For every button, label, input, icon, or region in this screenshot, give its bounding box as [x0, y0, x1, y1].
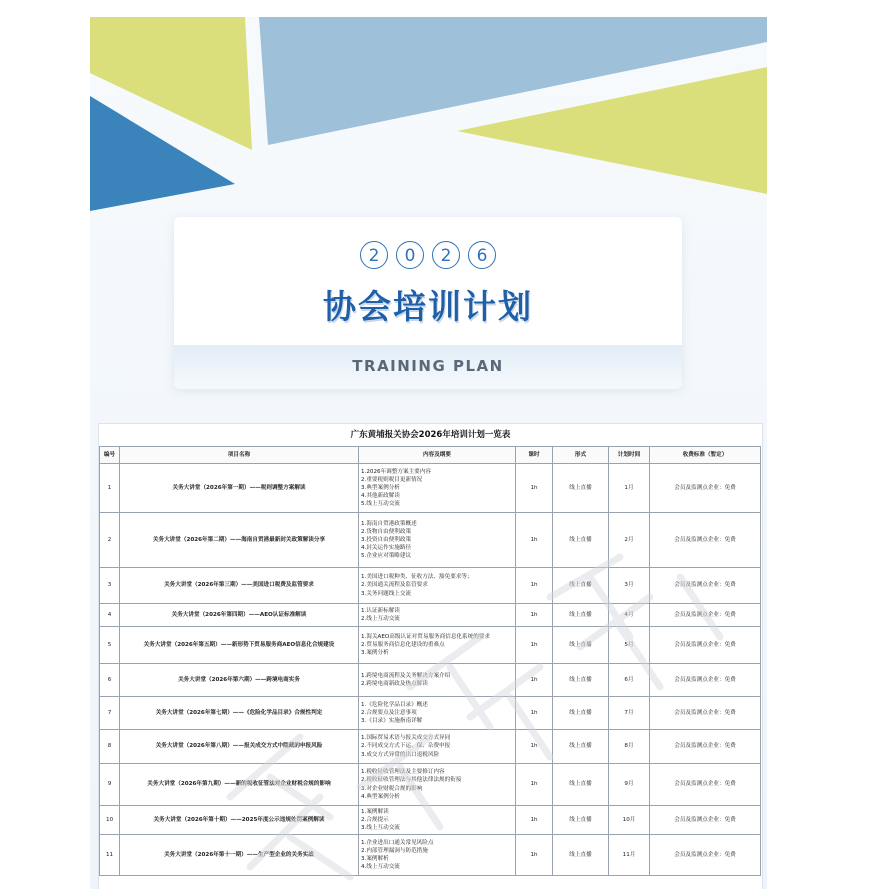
cell-hours: 1h [516, 513, 553, 568]
cell-name: 关务大讲堂（2026年第八期）——报关成交方式中隐藏的申报风险 [120, 730, 359, 764]
table-row [100, 697, 761, 730]
cell-no: 10 [100, 806, 120, 835]
subtitle-band [174, 345, 682, 389]
column-header: 编号 [100, 447, 120, 464]
topic-line: 2.美国通关流程及监管要求 [361, 582, 428, 589]
table-row [100, 627, 761, 664]
training-table [99, 446, 761, 876]
column-header: 计划时间 [609, 447, 650, 464]
topic-line: 1.海南自贸港政策概述 [361, 520, 417, 527]
cell-format: 线上直播 [553, 835, 609, 876]
cell-format: 线上直播 [553, 604, 609, 627]
cell-topics [359, 627, 516, 664]
cell-hours: 1h [516, 604, 553, 627]
topic-line: 3.案例解析 [361, 856, 389, 862]
cell-no: 6 [100, 664, 120, 697]
cell-format: 线上直播 [553, 697, 609, 730]
cell-hours: 1h [516, 697, 553, 730]
year-digits [174, 241, 682, 269]
cell-name: 关务大讲堂（2026年第六期）——跨境电商实务 [120, 664, 359, 697]
year-digit: 2 [432, 241, 460, 269]
table-row [100, 806, 761, 835]
cell-name: 关务大讲堂（2026年第四期）——AEO认证标准解读 [120, 604, 359, 627]
cell-no: 8 [100, 730, 120, 764]
cell-fee: 会员及监测点企业：免费 [650, 664, 761, 697]
topic-line: 1.《危险化学品目录》概述 [361, 701, 428, 708]
cell-month: 5月 [609, 627, 650, 664]
cell-month: 3月 [609, 568, 650, 604]
cell-name: 关务大讲堂（2026年第三期）——美国进口税费及监管要求 [120, 568, 359, 604]
year-digit: 6 [468, 241, 496, 269]
cell-no: 5 [100, 627, 120, 664]
topic-line: 5.线上互动交流 [361, 501, 400, 508]
cell-fee: 会员及监测点企业：免费 [650, 627, 761, 664]
cell-hours: 1h [516, 568, 553, 604]
topic-line: 4.线上互动交流 [361, 864, 400, 871]
cell-hours: 1h [516, 664, 553, 697]
cell-month: 10月 [609, 806, 650, 835]
cell-no: 3 [100, 568, 120, 604]
subtitle: TRAINING PLAN [352, 357, 504, 375]
cell-fee: 会员及监测点企业：免费 [650, 513, 761, 568]
topic-line: 1.美国进口税种类、征收方法、豁免要求等； [361, 574, 473, 581]
table-row [100, 664, 761, 697]
cell-format: 线上直播 [553, 764, 609, 806]
topic-line: 2.线上互动交流 [361, 616, 400, 622]
cell-month: 6月 [609, 664, 650, 697]
topic-line: 1.跨境电商流程及关务解决方案介绍 [361, 672, 451, 679]
cell-format: 线上直播 [553, 513, 609, 568]
cell-topics [359, 464, 516, 513]
topic-line: 2.合规提示 [361, 816, 389, 823]
topic-line: 3.《目录》实施指南详解 [361, 718, 423, 725]
topic-line: 2.合规要点及注意事项 [361, 709, 417, 716]
table-row [100, 764, 761, 806]
cell-hours: 1h [516, 806, 553, 835]
table-header-row [100, 447, 761, 464]
year-digit: 2 [360, 241, 388, 269]
topic-line: 3.投资自由便利政策 [361, 536, 412, 543]
topic-line: 3.成交方式异常的出口退税风险 [361, 751, 440, 758]
cell-fee: 会员及监测点企业：免费 [650, 604, 761, 627]
column-header: 项目名称 [120, 447, 359, 464]
topic-line: 4.典型案例分析 [361, 793, 400, 800]
table-row [100, 730, 761, 764]
cell-hours: 1h [516, 627, 553, 664]
poster [90, 17, 767, 889]
topic-line: 1.海关AEO高级认证对贸易服务商信息化系统的要求 [361, 633, 490, 640]
cell-hours: 1h [516, 835, 553, 876]
cell-topics [359, 604, 516, 627]
cell-fee: 会员及监测点企业：免费 [650, 464, 761, 513]
cell-format: 线上直播 [553, 627, 609, 664]
topic-line: 1.国际贸易术语与报关成交方式异同 [361, 735, 451, 742]
year-digit: 0 [396, 241, 424, 269]
topic-line: 3.对企业财税合规的影响 [361, 785, 423, 792]
cell-format: 线上直播 [553, 568, 609, 604]
cell-hours: 1h [516, 764, 553, 806]
cell-name: 关务大讲堂（2026年第一期）——税则调整方案解读 [120, 464, 359, 513]
topic-line: 4.其他新政解读 [361, 493, 400, 500]
topic-line: 3.线上互动交流 [361, 825, 400, 832]
table-row [100, 464, 761, 513]
topic-line: 2.跨境电商新政及热点解读 [361, 681, 428, 687]
cell-no: 1 [100, 464, 120, 513]
cell-name: 关务大讲堂（2026年第五期）——新形势下贸易服务商AEO信息化合规建设 [120, 627, 359, 664]
topic-line: 2.重要税则税目更新情况 [361, 476, 423, 483]
cell-name: 关务大讲堂（2026年第十期）——2025年度公示违规处罚案例解读 [120, 806, 359, 835]
column-header: 收费标准（暂定） [650, 447, 761, 464]
cell-fee: 会员及监测点企业：免费 [650, 835, 761, 876]
table-row [100, 604, 761, 627]
cell-topics [359, 568, 516, 604]
cell-no: 9 [100, 764, 120, 806]
cell-name: 关务大讲堂（2026年第二期）——海南自贸港最新封关政策解读分享 [120, 513, 359, 568]
cell-hours: 1h [516, 464, 553, 513]
cell-month: 9月 [609, 764, 650, 806]
cell-topics [359, 806, 516, 835]
topic-line: 3.典型案例分析 [361, 484, 400, 491]
cell-name: 关务大讲堂（2026年第七期）——《危险化学品目录》合规性判定 [120, 697, 359, 730]
topic-line: 3.案例分析 [361, 650, 389, 657]
topic-line: 3.关务问题线上交流 [361, 590, 412, 597]
table-row [100, 568, 761, 604]
cell-no: 11 [100, 835, 120, 876]
page-title: 协会培训计划 [323, 287, 533, 326]
cell-month: 11月 [609, 835, 650, 876]
topic-line: 2.不同成交方式下运、保、杂费申报 [361, 743, 451, 750]
cell-topics [359, 730, 516, 764]
cell-fee: 会员及监测点企业：免费 [650, 806, 761, 835]
cell-fee: 会员及监测点企业：免费 [650, 697, 761, 730]
cell-month: 8月 [609, 730, 650, 764]
topic-line: 1.认证新标解读 [361, 607, 400, 614]
training-table-sheet [98, 423, 763, 889]
topic-line: 1.企业进出口通关常见风险点 [361, 839, 434, 846]
cell-topics [359, 513, 516, 568]
table-title: 广东黄埔报关协会2026年培训计划一览表 [350, 430, 511, 440]
cell-month: 4月 [609, 604, 650, 627]
table-row [100, 513, 761, 568]
topic-line: 1.案例解读 [361, 808, 389, 815]
cell-fee: 会员及监测点企业：免费 [650, 730, 761, 764]
cell-fee: 会员及监测点企业：免费 [650, 568, 761, 604]
cell-month: 2月 [609, 513, 650, 568]
cell-fee: 会员及监测点企业：免费 [650, 764, 761, 806]
topic-line: 2.内部管理漏洞与防范措施 [361, 847, 428, 854]
cell-topics [359, 697, 516, 730]
topic-line: 2.货物自由便利政策 [361, 528, 412, 535]
cell-no: 4 [100, 604, 120, 627]
topic-line: 1.税收征收管理法及主要修订内容 [361, 769, 445, 776]
cell-no: 2 [100, 513, 120, 568]
topic-line: 4.封关运作实施路径 [361, 545, 412, 552]
column-header: 形式 [553, 447, 609, 464]
cell-no: 7 [100, 697, 120, 730]
cell-topics [359, 835, 516, 876]
decorative-shapes [90, 17, 767, 227]
cell-format: 线上直播 [553, 806, 609, 835]
cell-format: 线上直播 [553, 730, 609, 764]
title-card [174, 217, 682, 389]
table-body [100, 464, 761, 876]
table-row [100, 835, 761, 876]
topic-line: 1.2026年调整方案主要内容 [361, 468, 431, 475]
cell-name: 关务大讲堂（2026年第十一期）——生产型企业的关务实战 [120, 835, 359, 876]
cell-month: 1月 [609, 464, 650, 513]
column-header: 内容及纲要 [359, 447, 516, 464]
column-header: 课时 [516, 447, 553, 464]
cell-format: 线上直播 [553, 664, 609, 697]
cell-name: 关务大讲堂（2026年第九期）——新的税收征管法对企业财税合规的影响 [120, 764, 359, 806]
cell-topics [359, 764, 516, 806]
cell-topics [359, 664, 516, 697]
cell-hours: 1h [516, 730, 553, 764]
topic-line: 2.税收征收管理法与其他法律法规的衔接 [361, 777, 462, 784]
cell-format: 线上直播 [553, 464, 609, 513]
cell-month: 7月 [609, 697, 650, 730]
topic-line: 2.贸易服务商信息化建设的重难点 [361, 641, 445, 648]
topic-line: 5.企业应对策略建议 [361, 553, 412, 560]
